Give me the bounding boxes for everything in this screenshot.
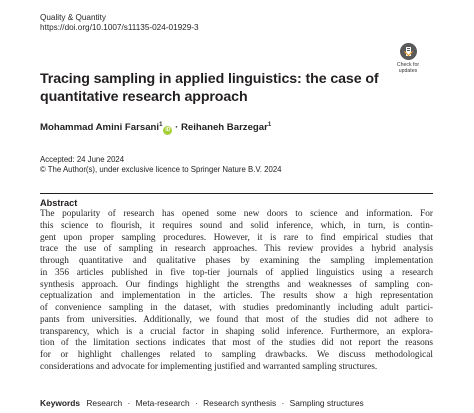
abstract-line: gent upon proper sampling procedures. However, it is rare to find empirical studies that xyxy=(40,232,433,243)
keyword: Research xyxy=(86,398,123,408)
author-list xyxy=(40,122,271,135)
abstract-line: through quantitative and qualitative phases by examining the sampling implementation xyxy=(40,256,433,266)
divider xyxy=(40,193,433,194)
badge-line-1: Check for xyxy=(396,62,420,68)
keyword: Meta-research xyxy=(135,398,190,408)
keyword-separator: · xyxy=(281,398,285,408)
abstract-body xyxy=(40,209,433,374)
check-for-updates-icon xyxy=(400,43,417,60)
author-name[interactable]: Reihaneh Barzegar xyxy=(180,122,268,133)
copyright-notice: © The Author(s), under exclusive licence to Springer Nature B.V. 2024 xyxy=(40,165,282,174)
keyword-separator: · xyxy=(194,398,198,408)
abstract-line: transparency, which is a crucial factor in shaping solid inference. Furthermore, an explora- xyxy=(40,326,433,337)
keywords xyxy=(40,398,364,408)
keyword: Research synthesis xyxy=(203,398,277,408)
keyword: Sampling structures xyxy=(289,398,364,408)
keywords-label: Keywords xyxy=(40,398,81,408)
abstract-line: of convenience sampling in the dataset, with studies predominantly including adult partici- xyxy=(40,303,433,313)
journal-name: Quality & Quantity xyxy=(40,13,106,22)
abstract-heading: Abstract xyxy=(40,198,78,208)
abstract-line: ceptualization and implementation in the articles. The results show a high representation xyxy=(40,291,433,302)
abstract-line: considerations and advocate for implementing justified and warranted sampling structures. xyxy=(40,361,378,372)
abstract-line: synthesis approach. Our findings highlight the strengths and weaknesses of sampling con- xyxy=(40,279,433,290)
abstract-line: in 356 articles published in five top-tier journals of applied linguistics using a research xyxy=(40,267,433,278)
abstract-line: The popularity of research has opened some new doors to science and information. For xyxy=(40,209,433,219)
badge-line-2: updates xyxy=(398,68,418,74)
abstract-line: pants from universities. Additionally, we found that most of the studies did not adhere to xyxy=(40,314,433,325)
author-name[interactable]: Mohammad Amini Farsani xyxy=(40,122,160,133)
abstract-line: this science to flourish, it requires sound and solid inference, which, in turn, is contin- xyxy=(40,220,433,231)
affiliation-mark: 1 xyxy=(159,122,163,128)
doi-link[interactable]: https://doi.org/10.1007/s11135-024-01929-3 xyxy=(40,23,199,32)
author-separator: · xyxy=(175,122,179,133)
keyword-separator: · xyxy=(127,398,131,408)
title-line: Tracing sampling in applied linguistics: the case of xyxy=(40,71,379,87)
article-title xyxy=(40,70,420,106)
abstract-line: trace the use of sampling in research approaches. This review provides a hybrid analysis xyxy=(40,244,433,255)
accepted-date: Accepted: 24 June 2024 xyxy=(40,155,125,164)
title-line: quantitative research approach xyxy=(40,89,248,105)
abstract-line: tion of the limitation sections indicates that most of the studies did not report the reasons xyxy=(40,338,433,349)
orcid-icon[interactable]: iD xyxy=(165,127,171,133)
affiliation-mark: 1 xyxy=(267,122,272,128)
abstract-line: for or highlight challenges related to sampling drawbacks. We discuss methodological xyxy=(40,350,433,360)
